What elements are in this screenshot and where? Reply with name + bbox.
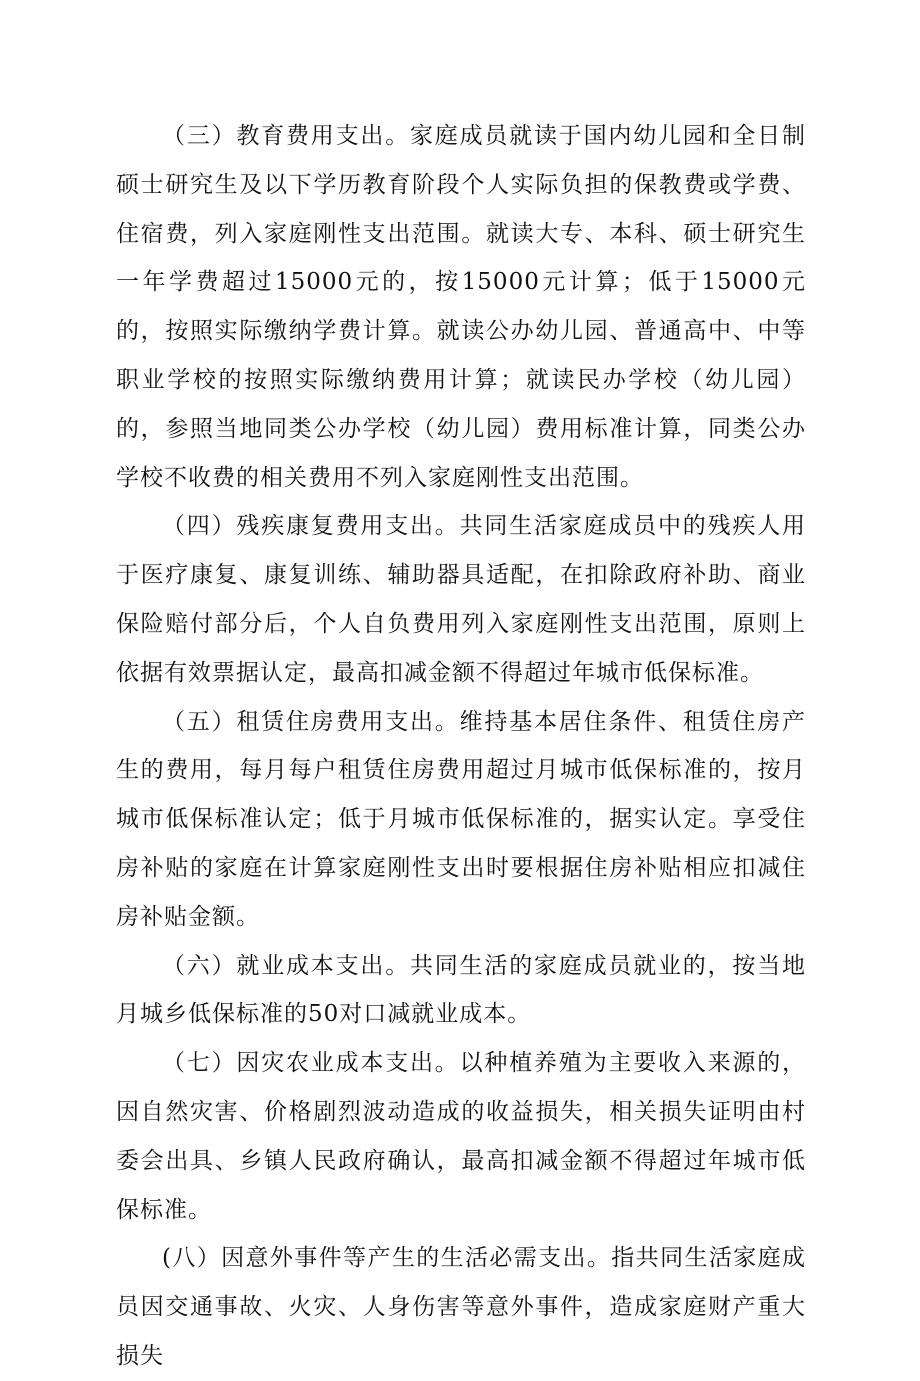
paragraph-disaster-agriculture-cost: （七）因灾农业成本支出。以种植养殖为主要收入来源的，因自然灾害、价格剧烈波动造成的收益损失，相关损失证明由村委会出具、乡镇人民政府确认，最高扣减金额不得超过年城市低保标准。 bbox=[116, 1050, 806, 1223]
paragraph-accident-expense: (八）因意外事件等产生的生活必需支出。指共同生活家庭成员因交通事故、火灾、人身伤害等意外事件，造成家庭财产重大损失 bbox=[116, 1245, 806, 1369]
paragraph-employment-cost: （六）就业成本支出。共同生活的家庭成员就业的，按当地月城乡低保标准的50对口减就业成本。 bbox=[116, 952, 806, 1028]
paragraph-rental-housing-expense: （五）租赁住房费用支出。维持基本居住条件、租赁住房产生的费用，每月每户租赁住房费用超过月城市低保标准的，按月城市低保标准认定；低于月城市低保标准的，据实认定。享受住房补贴的家庭在计算家庭刚性支出时要根据住房补贴相应扣减住房补贴金额。 bbox=[116, 708, 806, 930]
paragraph-education-expense: （三）教育费用支出。家庭成员就读于国内幼儿园和全日制硕士研究生及以下学历教育阶段个人实际负担的保教费或学费、住宿费，列入家庭刚性支出范围。就读大专、本科、硕士研究生一年学费超过15000元的，按15000元计算；低于15000元的，按照实际缴纳学费计算。就读公办幼儿园、普通高中、中等职业学校的按照实际缴纳费用计算；就读民办学校（幼儿园）的，参照当地同类公办学校（幼儿园）费用标准计算，同类公办学校不收费的相关费用不列入家庭刚性支出范围。 bbox=[116, 123, 806, 491]
paragraph-disability-rehab-expense: （四）残疾康复费用支出。共同生活家庭成员中的残疾人用于医疗康复、康复训练、辅助器具适配，在扣除政府补助、商业保险赔付部分后，个人自负费用列入家庭刚性支出范围，原则上依据有效票据认定，最高扣减金额不得超过年城市低保标准。 bbox=[116, 513, 806, 686]
document-body bbox=[116, 112, 806, 1381]
